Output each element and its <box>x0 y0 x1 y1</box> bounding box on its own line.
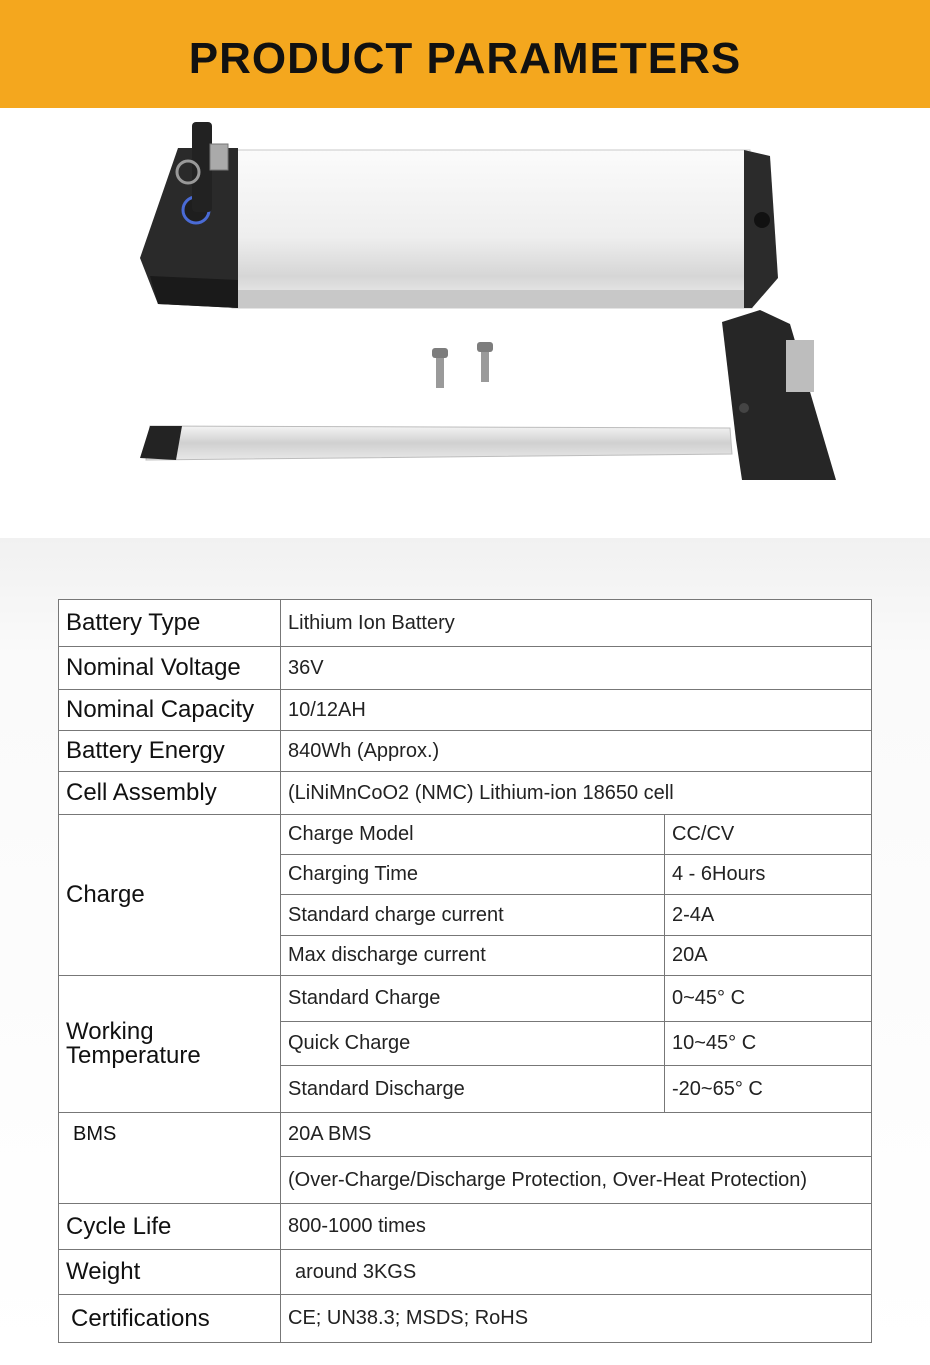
table-row <box>59 1113 872 1157</box>
spec-value: 800-1000 times <box>281 1204 872 1250</box>
spec-label: Certifications <box>59 1295 281 1343</box>
spec-subname: Max discharge current <box>281 936 665 976</box>
mounting-rail <box>140 310 836 480</box>
table-row <box>59 1250 872 1295</box>
spec-label: Weight <box>59 1250 281 1295</box>
spec-value: -20~65° C <box>665 1066 872 1113</box>
spec-value: 0~45° C <box>665 976 872 1022</box>
spec-value: 4 - 6Hours <box>665 855 872 895</box>
table-row <box>59 976 872 1022</box>
table-row <box>59 815 872 855</box>
table-row <box>59 772 872 815</box>
spec-value: 10~45° C <box>665 1022 872 1066</box>
battery-body <box>140 122 778 308</box>
spec-value: 840Wh (Approx.) <box>281 731 872 772</box>
spec-value-protection: (Over-Charge/Discharge Protection, Over-Heat Protection) <box>281 1157 872 1204</box>
header-banner <box>0 0 930 108</box>
table-row <box>59 690 872 731</box>
spec-label: Cycle Life <box>59 1204 281 1250</box>
table-row <box>59 1295 872 1343</box>
mounting-screws <box>432 342 493 388</box>
spec-value: 20A <box>665 936 872 976</box>
table-row <box>59 731 872 772</box>
spec-subname: Standard charge current <box>281 895 665 936</box>
page-title: PRODUCT PARAMETERS <box>188 34 742 83</box>
spec-label-bms: BMS <box>59 1113 281 1204</box>
spec-subname: Quick Charge <box>281 1022 665 1066</box>
spec-value: 2-4A <box>665 895 872 936</box>
spec-subname: Standard Discharge <box>281 1066 665 1113</box>
spec-label: Nominal Voltage <box>59 647 281 690</box>
spec-value: around 3KGS <box>281 1250 872 1295</box>
spec-label: Nominal Capacity <box>59 690 281 731</box>
spec-value: (LiNiMnCoO2 (NMC) Lithium-ion 18650 cell <box>281 772 872 815</box>
spec-value: Lithium Ion Battery <box>281 600 872 647</box>
spec-subname: Standard Charge <box>281 976 665 1022</box>
product-photo <box>0 108 930 538</box>
spec-label-working-temperature: Working Temperature <box>59 976 281 1113</box>
table-row <box>59 647 872 690</box>
spec-label: Battery Energy <box>59 731 281 772</box>
spec-value: 10/12AH <box>281 690 872 731</box>
spec-subname: Charging Time <box>281 855 665 895</box>
spec-value: CE; UN38.3; MSDS; RoHS <box>281 1295 872 1343</box>
spec-value: 36V <box>281 647 872 690</box>
spec-label-charge: Charge <box>59 815 281 976</box>
battery-illustration <box>0 108 930 538</box>
spec-value: 20A BMS <box>281 1113 872 1157</box>
spec-table <box>58 599 872 1343</box>
spec-subname: Charge Model <box>281 815 665 855</box>
spec-value: CC/CV <box>665 815 872 855</box>
table-row <box>59 600 872 647</box>
spec-label: Battery Type <box>59 600 281 647</box>
spec-label: Cell Assembly <box>59 772 281 815</box>
table-row <box>59 1204 872 1250</box>
